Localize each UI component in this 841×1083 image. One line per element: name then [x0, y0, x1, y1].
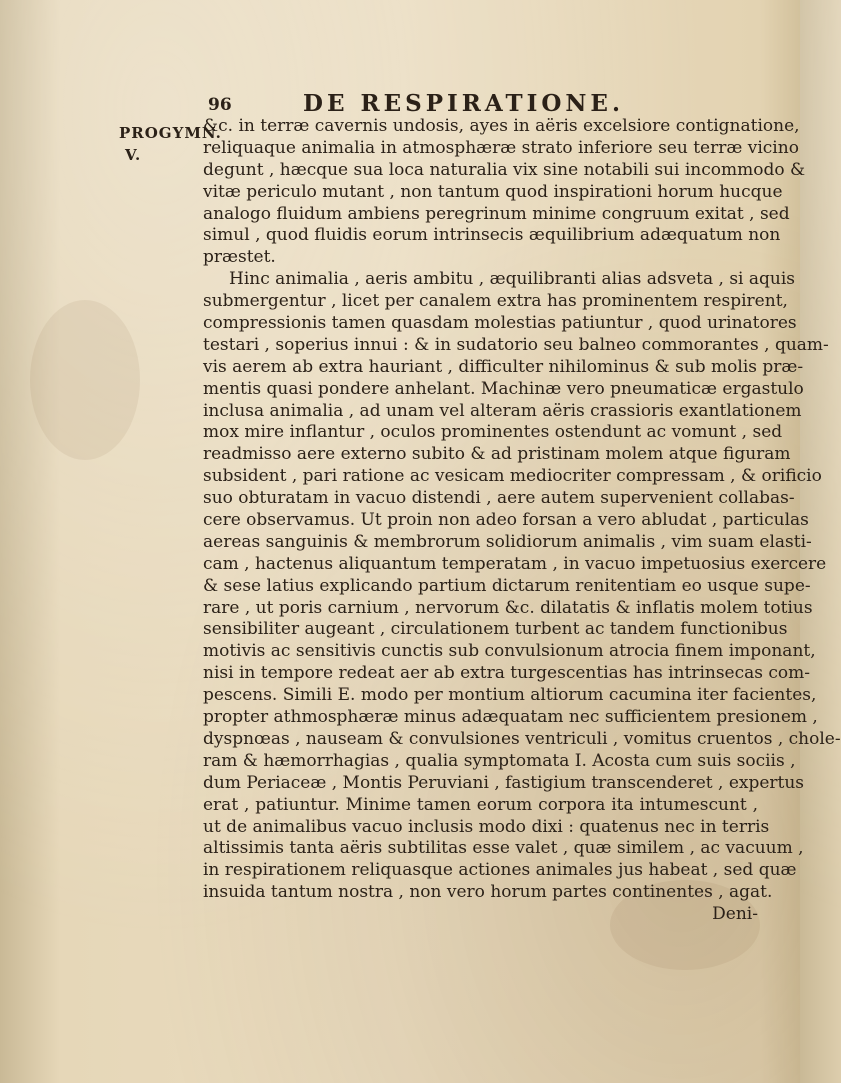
- text-line: suo obturatam in vacuo distendi , aere autem supervenient collabas-: [203, 488, 795, 509]
- text-line: testari , soperius innui : & in sudatorio seu balneo commorantes , quam-: [203, 334, 829, 355]
- text-line: ut de animalibus vacuo inclusis modo dixi : quatenus nec in terris: [203, 816, 770, 837]
- paper-stain: [30, 300, 140, 460]
- text-line: altissimis tanta aëris subtilitas esse valet , quæ similem , ac vacuum ,: [203, 838, 804, 859]
- text-line: propter athmosphæræ minus adæquatam nec sufficientem presionem ,: [203, 707, 818, 728]
- text-line: cam , hactenus aliquantum temperatam , in vacuo impetuosius exercere: [203, 553, 827, 574]
- text-line: nisi in tempore redeat aer ab extra turgescentias has intrinsecas com-: [203, 663, 811, 684]
- text-line: motivis ac sensitivis cunctis sub convulsionum atrocia finem imponant,: [203, 641, 816, 662]
- text-line: dum Periaceæ , Montis Peruviani , fastigium transcenderet , expertus: [203, 772, 805, 793]
- text-line: degunt , hæcque sua loca naturalia vix sine notabili sui incommodo &: [203, 159, 806, 180]
- text-line: aereas sanguinis & membrorum solidiorum animalis , vim suam elasti-: [203, 531, 812, 552]
- margin-note-line: V.: [125, 146, 142, 164]
- text-line: readmisso aere externo subito & ad pristinam molem atque figuram: [203, 444, 791, 465]
- text-line: &c. in terræ cavernis undosis, ayes in aëris excelsiore contignatione,: [203, 116, 800, 136]
- text-line: mentis quasi pondere anhelant. Machinæ vero pneumaticæ ergastulo: [203, 378, 804, 399]
- margin-note-line: PROGYMN.: [119, 124, 222, 142]
- body-text: [203, 116, 841, 926]
- page-number: 96: [208, 95, 232, 115]
- text-line: cere observamus. Ut proin non adeo forsan a vero abludat , particulas: [203, 510, 809, 531]
- text-line: mox mire inflantur , oculos prominentes ostendunt ac vomunt , sed: [203, 422, 783, 443]
- text-line: pescens. Simili E. modo per montium altiorum cacumina iter facientes,: [203, 685, 817, 706]
- text-line: rare , ut poris carnium , nervorum &c. dilatatis & inflatis molem totius: [203, 597, 813, 618]
- catchword: Deni-: [712, 904, 758, 925]
- text-line: vis aerem ab extra hauriant , difficulter nihilominus & sub molis præ-: [203, 356, 804, 377]
- text-line: insuida tantum nostra , non vero horum partes continentes , agat.: [203, 882, 773, 903]
- text-line: in respirationem reliquasque actiones animales jus habeat , sed quæ: [203, 860, 797, 881]
- text-line: simul , quod fluidis eorum intrinsecis æquilibrium adæquatum non: [203, 225, 781, 246]
- text-line: sensibiliter augeant , circulationem turbent ac tandem functionibus: [203, 619, 788, 640]
- text-line: submergentur , licet per canalem extra has prominentem respirent,: [203, 291, 788, 312]
- text-line: reliquaque animalia in atmosphæræ strato inferiore seu terræ vicino: [203, 137, 799, 158]
- text-line: inclusa animalia , ad unam vel alteram aëris crassioris exantlationem: [203, 400, 802, 421]
- running-title: DE RESPIRATIONE.: [303, 90, 624, 117]
- text-line: vitæ periculo mutant , non tantum quod inspirationi horum hucque: [203, 181, 783, 202]
- text-line: & sese latius explicando partium dictarum renitentiam eo usque supe-: [203, 575, 811, 596]
- text-line: dyspnœas , nauseam & convulsiones ventriculi , vomitus cruentos , chole-: [203, 728, 841, 749]
- text-line: erat , patiuntur. Minime tamen eorum corpora ita intumescunt ,: [203, 794, 758, 815]
- text-line: analogo fluidum ambiens peregrinum minime congruum exitat , sed: [203, 203, 790, 224]
- text-line: compressionis tamen quasdam molestias patiuntur , quod urinatores: [203, 313, 797, 334]
- text-line: Hinc animalia , aeris ambitu , æquilibranti alias adsveta , si aquis: [229, 269, 796, 290]
- text-line: ram & hæmorrhagias , qualia symptomata I. Acosta cum suis sociis ,: [203, 750, 796, 771]
- text-line: præstet.: [203, 247, 276, 268]
- text-line: subsident , pari ratione ac vesicam mediocriter compressam , & orificio: [203, 466, 822, 487]
